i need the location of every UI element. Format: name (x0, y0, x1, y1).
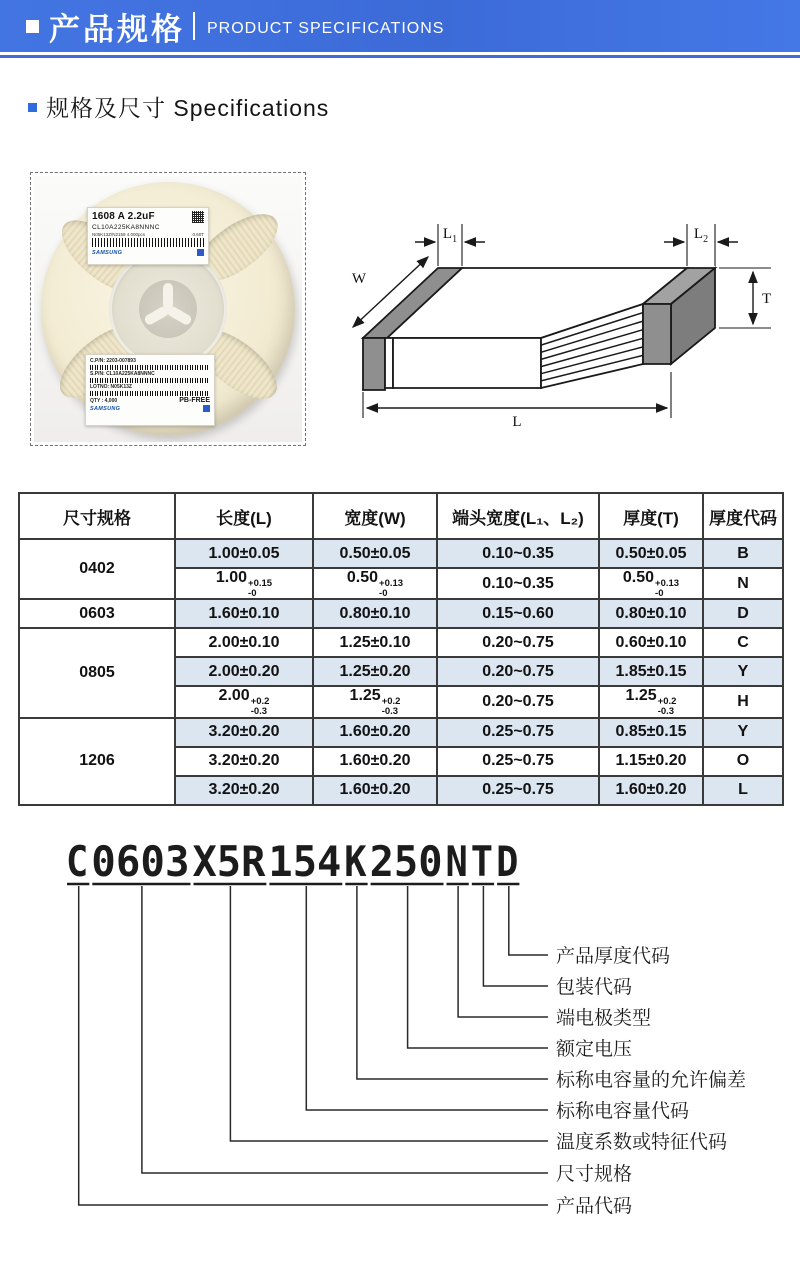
size-spec-cell: 0603 (19, 599, 175, 628)
table-cell: Y (703, 657, 783, 686)
pn-segment-label: 标称电容量的允许偏差 (556, 1070, 747, 1091)
table-cell: 1.60±0.20 (313, 747, 437, 776)
part-number-segment: 250 (369, 837, 443, 886)
table-cell: 0.50±0.05 (313, 539, 437, 568)
reel-photo (34, 176, 302, 442)
pn-connector-line (408, 886, 548, 1048)
table-row (19, 718, 783, 747)
table-cell: 2.00 +0.2 -0.3 (175, 686, 313, 717)
barcode (92, 238, 204, 247)
table-cell: 0.50 +0.13 -0 (313, 568, 437, 599)
pn-connector-line (230, 886, 548, 1141)
section-heading (28, 90, 329, 123)
table-cell: 0.25~0.75 (437, 718, 599, 747)
barcode (90, 378, 210, 383)
pn-connector-line (306, 886, 548, 1110)
spec-table (18, 492, 784, 806)
table-header-row (19, 493, 783, 539)
blue-square-icon (197, 249, 204, 256)
label-lot: LOTNO: N05K13Z (90, 384, 132, 390)
label-spn: S.P/N: CL10A225KA8NNNC (90, 371, 155, 377)
part-number-segment: C (66, 837, 89, 886)
table-header-cell: 长度(L) (175, 493, 313, 539)
table-cell: 0.10~0.35 (437, 568, 599, 599)
label-pbfree: PB-FREE (179, 397, 210, 404)
table-cell: 3.20±0.20 (175, 747, 313, 776)
part-number-breakdown (0, 824, 800, 1234)
dim-t-label: T (762, 291, 772, 307)
reel-photo-frame (30, 172, 306, 446)
table-cell: 1.60±0.10 (175, 599, 313, 628)
table-cell: L (703, 776, 783, 805)
samsung-logo: SAMSUNG (90, 405, 121, 412)
chip-dimension-diagram (325, 180, 785, 430)
label-lot-line: N05K13Z/N2159 4.000pcs (92, 232, 146, 237)
table-cell: 1.25 +0.2 -0.3 (313, 686, 437, 717)
header-bar (0, 0, 800, 52)
chip-front-face (393, 338, 541, 388)
pn-segment-label: 端电极类型 (556, 1008, 652, 1029)
table-cell: 2.00±0.20 (175, 657, 313, 686)
table-cell: 2.00±0.10 (175, 628, 313, 657)
pn-segment-label: 尺寸规格 (556, 1164, 633, 1185)
table-cell: 0.25~0.75 (437, 747, 599, 776)
pn-connector-line (142, 886, 548, 1173)
pn-connector-line (458, 886, 548, 1017)
pn-segment-label: 标称电容量代码 (556, 1101, 690, 1122)
part-number-segment: X5R (192, 837, 267, 886)
table-cell: 1.60±0.20 (599, 776, 703, 805)
tape-reel (41, 182, 295, 436)
part-number-segment: 154 (268, 837, 342, 886)
barcode (90, 391, 210, 396)
table-cell: D (703, 599, 783, 628)
hub-spoke (143, 305, 171, 327)
table-cell: 0.20~0.75 (437, 686, 599, 717)
chip-right-terminal-front (643, 304, 671, 364)
chip-left-terminal-front (363, 338, 385, 390)
label-qty: QTY : 4,000 (90, 397, 118, 404)
reel-label-bottom (85, 354, 215, 426)
table-row (19, 599, 783, 628)
pn-segment-label: 产品代码 (556, 1196, 633, 1217)
table-cell: 0.85±0.15 (599, 718, 703, 747)
dim-w-label: W (351, 271, 367, 287)
table-cell: 0.25~0.75 (437, 776, 599, 805)
pn-connector-line (509, 886, 548, 955)
header-bullet-icon (26, 20, 39, 33)
table-cell: 1.15±0.20 (599, 747, 703, 776)
table-cell: H (703, 686, 783, 717)
label-thickness: 0.60T (192, 232, 204, 237)
table-cell: 0.60±0.10 (599, 628, 703, 657)
table-cell: 1.25 +0.2 -0.3 (599, 686, 703, 717)
part-number-segment: N (445, 837, 468, 886)
pn-segment-label: 包装代码 (556, 977, 633, 998)
qr-code-icon (192, 211, 204, 223)
table-cell: 1.85±0.15 (599, 657, 703, 686)
dim-l-label: L (512, 414, 522, 430)
header-rule (0, 55, 800, 58)
table-cell: 0.20~0.75 (437, 657, 599, 686)
table-row (19, 628, 783, 657)
pn-connector-line (357, 886, 548, 1079)
table-cell: 0.15~0.60 (437, 599, 599, 628)
table-cell: 0.50 +0.13 -0 (599, 568, 703, 599)
table-cell: 0.50±0.05 (599, 539, 703, 568)
table-header-cell: 厚度代码 (703, 493, 783, 539)
reel-hub (109, 250, 227, 368)
header-separator (193, 12, 195, 40)
table-cell: 3.20±0.20 (175, 776, 313, 805)
hub-spoke (166, 305, 194, 327)
table-cell: 1.25±0.10 (313, 628, 437, 657)
section-bullet-icon (28, 103, 37, 112)
pn-connector-line (483, 886, 548, 986)
section-title: 规格及尺寸 Specifications (46, 95, 330, 121)
pn-segment-label: 额定电压 (556, 1039, 633, 1060)
blue-square-icon (203, 405, 210, 412)
label-part-number: CL10A225KA8NNNC (92, 224, 160, 231)
table-row (19, 539, 783, 568)
table-cell: B (703, 539, 783, 568)
size-spec-cell: 1206 (19, 718, 175, 805)
table-cell: 3.20±0.20 (175, 718, 313, 747)
table-cell: 0.80±0.10 (599, 599, 703, 628)
part-number-segment: T (470, 837, 494, 886)
reel-label-top (87, 207, 209, 265)
table-cell: 0.20~0.75 (437, 628, 599, 657)
samsung-logo: SAMSUNG (92, 249, 123, 256)
part-number-segment: 0603 (91, 837, 190, 886)
pn-connector-line (79, 886, 548, 1205)
barcode (90, 365, 210, 370)
pn-segment-label: 温度系数或特征代码 (556, 1132, 728, 1153)
table-header-cell: 尺寸规格 (19, 493, 175, 539)
header-title-cn: 产品规格 (49, 11, 185, 47)
table-cell: C (703, 628, 783, 657)
part-number-segment: K (344, 837, 368, 886)
label-part-title: 1608 A 2.2uF (92, 211, 155, 222)
table-cell: 0.80±0.10 (313, 599, 437, 628)
size-spec-cell: 0805 (19, 628, 175, 717)
label-cpn: C.P/N: 2203-007893 (90, 358, 136, 364)
reel-center-hole (139, 280, 197, 338)
table-cell: 1.00 +0.15 -0 (175, 568, 313, 599)
table-header-cell: 宽度(W) (313, 493, 437, 539)
table-cell: N (703, 568, 783, 599)
table-cell: 1.00±0.05 (175, 539, 313, 568)
part-number-segment: D (496, 837, 519, 886)
table-cell: Y (703, 718, 783, 747)
table-cell: 1.25±0.20 (313, 657, 437, 686)
dim-l1-label: $L_1$ (442, 226, 458, 245)
table-header-cell: 厚度(T) (599, 493, 703, 539)
chip-front-sliver (385, 338, 393, 388)
table-cell: 1.60±0.20 (313, 776, 437, 805)
size-spec-cell: 0402 (19, 539, 175, 599)
table-cell: 0.10~0.35 (437, 539, 599, 568)
pn-segment-label: 产品厚度代码 (556, 946, 671, 967)
table-cell: O (703, 747, 783, 776)
dim-l2-label: $L_2$ (693, 226, 709, 245)
table-cell: 1.60±0.20 (313, 718, 437, 747)
table-header-cell: 端头宽度(L₁、L₂) (437, 493, 599, 539)
header-title-en: PRODUCT SPECIFICATIONS (207, 20, 445, 37)
